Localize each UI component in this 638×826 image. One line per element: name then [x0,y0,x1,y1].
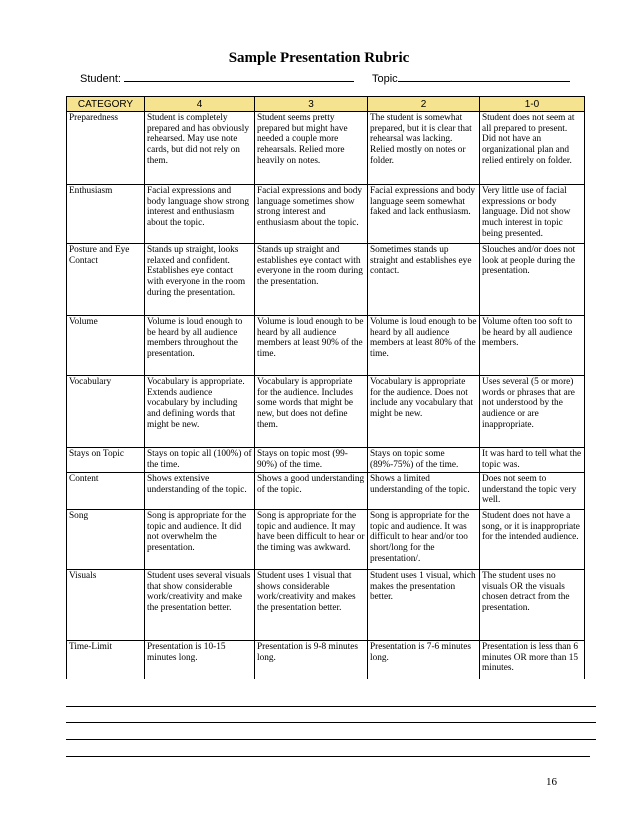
row-category: Enthusiasm [67,185,145,244]
page-title: Sample Presentation Rubric [228,50,410,66]
header-score-2: 2 [368,97,480,112]
row-category: Stays on Topic [67,448,145,473]
cell-score-4: Student is completely prepared and has obviously rehearsed. May use note cards, but did not rely on them. [145,112,255,185]
cell-score-1-0: Very little use of facial expressions or body language. Did not show much interest in topic being presented. [480,185,585,244]
comment-line[interactable] [66,739,596,740]
table-row [67,376,585,448]
table-row [67,316,585,376]
cell-score-1-0: Uses several (5 or more) words or phrases that are not understood by the audience or are inappropriate. [480,376,585,448]
header-score-4: 4 [145,97,255,112]
comment-line[interactable] [66,722,596,723]
row-category: Time-Limit [67,641,145,679]
cell-score-3: Facial expressions and body language sometimes show strong interest and enthusiasm about the topic. [255,185,368,244]
cell-score-3: Vocabulary is appropriate for the audience. Includes some words that might be new, but does not define them. [255,376,368,448]
cell-score-4: Student uses several visuals that show considerable work/creativity and make the presentation better. [145,570,255,641]
cell-score-2: Student uses 1 visual, which makes the presentation better. [368,570,480,641]
cell-score-2: Song is appropriate for the topic and audience. It was difficult to hear and/or too short/long for the presentation/. [368,510,480,570]
cell-score-4: Volume is loud enough to be heard by all audience members throughout the presentation. [145,316,255,376]
cell-score-4: Stands up straight, looks relaxed and confident. Establishes eye contact with everyone in the room during the presentation. [145,244,255,316]
table-row [67,244,585,316]
table-row [67,448,585,473]
cell-score-4: Song is appropriate for the topic and audience. It did not overwhelm the presentation. [145,510,255,570]
table-row [67,473,585,510]
row-category: Content [67,473,145,510]
table-row [67,510,585,570]
student-blank[interactable] [124,72,354,82]
cell-score-2: The student is somewhat prepared, but it is clear that rehearsal was lacking. Relied mostly on notes or folder. [368,112,480,185]
cell-score-1-0: Presentation is less than 6 minutes OR more than 15 minutes. [480,641,585,679]
row-category: Visuals [67,570,145,641]
topic-label: Topic [372,73,398,85]
row-category: Volume [67,316,145,376]
cell-score-3: Song is appropriate for the topic and audience. It may have been difficult to hear or the timing was awkward. [255,510,368,570]
table-row [67,185,585,244]
cell-score-1-0: It was hard to tell what the topic was. [480,448,585,473]
rubric-table [66,96,585,679]
page-number: 16 [546,776,557,788]
cell-score-4: Stays on topic all (100%) of the time. [145,448,255,473]
cell-score-1-0: The student uses no visuals OR the visuals chosen detract from the presentation. [480,570,585,641]
cell-score-4: Shows extensive understanding of the topic. [145,473,255,510]
cell-score-3: Stands up straight and establishes eye contact with everyone in the room during the presentation. [255,244,368,316]
cell-score-3: Stays on topic most (99-90%) of the time. [255,448,368,473]
row-category: Song [67,510,145,570]
header-category: CATEGORY [67,97,145,112]
student-field[interactable] [80,72,354,85]
cell-score-3: Volume is loud enough to be heard by all audience members at least 90% of the time. [255,316,368,376]
cell-score-4: Facial expressions and body language show strong interest and enthusiasm about the topic. [145,185,255,244]
cell-score-1-0: Slouches and/or does not look at people during the presentation. [480,244,585,316]
topic-field[interactable] [372,72,570,85]
comment-line[interactable] [66,756,590,757]
row-category: Preparedness [67,112,145,185]
table-row [67,112,585,185]
cell-score-2: Vocabulary is appropriate for the audience. Does not include any vocabulary that might be new. [368,376,480,448]
cell-score-4: Vocabulary is appropriate. Extends audience vocabulary by including and defining words that might be new. [145,376,255,448]
topic-blank[interactable] [398,72,570,82]
cell-score-3: Student uses 1 visual that shows considerable work/creativity and makes the presentation better. [255,570,368,641]
cell-score-1-0: Student does not seem at all prepared to present. Did not have an organizational plan and relied entirely on folder. [480,112,585,185]
header-row [67,97,585,112]
student-label: Student: [80,73,121,85]
comment-line[interactable] [66,706,596,707]
table-row [67,641,585,679]
cell-score-2: Sometimes stands up straight and establishes eye contact. [368,244,480,316]
table-row [67,570,585,641]
cell-score-3: Presentation is 9-8 minutes long. [255,641,368,679]
header-score-1-0: 1-0 [480,97,585,112]
cell-score-3: Shows a good understanding of the topic. [255,473,368,510]
cell-score-1-0: Does not seem to understand the topic very well. [480,473,585,510]
row-category: Vocabulary [67,376,145,448]
header-score-3: 3 [255,97,368,112]
cell-score-1-0: Student does not have a song, or it is inappropriate for the intended audience. [480,510,585,570]
cell-score-4: Presentation is 10-15 minutes long. [145,641,255,679]
cell-score-2: Presentation is 7-6 minutes long. [368,641,480,679]
cell-score-1-0: Volume often too soft to be heard by all audience members. [480,316,585,376]
cell-score-2: Facial expressions and body language seem somewhat faked and lack enthusiasm. [368,185,480,244]
cell-score-2: Shows a limited understanding of the topic. [368,473,480,510]
cell-score-2: Volume is loud enough to be heard by all audience members at least 80% of the time. [368,316,480,376]
row-category: Posture and Eye Contact [67,244,145,316]
cell-score-2: Stays on topic some (89%-75%) of the time. [368,448,480,473]
cell-score-3: Student seems pretty prepared but might have needed a couple more rehearsals. Relied more heavily on notes. [255,112,368,185]
